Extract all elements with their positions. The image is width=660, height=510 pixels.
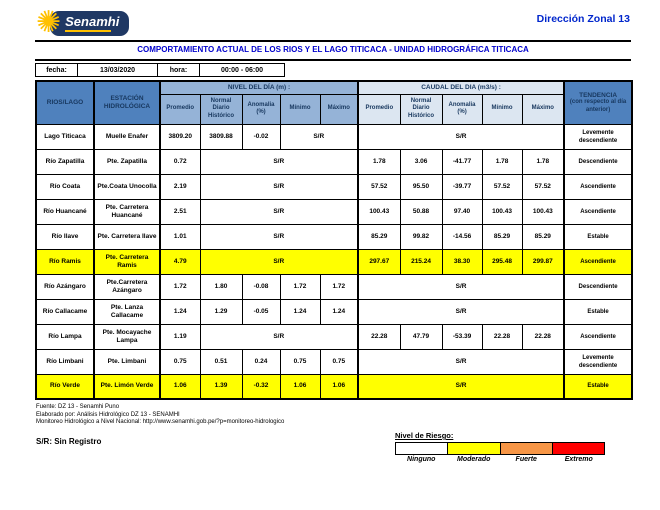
data-cell: 0.24 [242, 349, 280, 374]
data-cell: 1.06 [280, 374, 320, 399]
data-cell: 0.72 [160, 149, 200, 174]
river-name: Río Azángaro [36, 274, 94, 299]
data-cell: 1.19 [160, 324, 200, 349]
data-cell: -0.08 [242, 274, 280, 299]
river-name: Lago Titicaca [36, 124, 94, 149]
col-group-caudal: CAUDAL DEL DIA (m3/s) : [358, 81, 564, 94]
data-cell: 215.24 [400, 249, 442, 274]
table-row [36, 274, 632, 299]
col-caudal-minimo: Mínimo [482, 94, 522, 124]
station-name: Pte. Lanza Callacame [94, 299, 160, 324]
tendencia-value: Descendiente [564, 149, 632, 174]
data-cell: 3809.20 [160, 124, 200, 149]
data-cell: 85.29 [358, 224, 400, 249]
data-cell: 4.79 [160, 249, 200, 274]
tendencia-value: Levemente descendiente [564, 349, 632, 374]
senamhi-logo [36, 7, 129, 39]
station-name: Muelle Enafer [94, 124, 160, 149]
col-group-nivel: NIVEL DEL DÍA (m) : [160, 81, 358, 94]
sr-legend-note: S/R: Sin Registro [36, 437, 102, 446]
table-row [36, 149, 632, 174]
river-name: Río Verde [36, 374, 94, 399]
zonal-direction-label: Dirección Zonal 13 [536, 13, 630, 25]
risk-swatch-fuerte [501, 443, 553, 454]
station-name: Pte.Coata Unocolla [94, 174, 160, 199]
data-cell: S/R [200, 249, 358, 274]
col-nivel-anomalia: Anomalia (%) [242, 94, 280, 124]
tendencia-value: Estable [564, 224, 632, 249]
table-row [36, 199, 632, 224]
col-header-estacion: ESTACIÓN HIDROLÓGICA [94, 81, 160, 124]
footer-notes [36, 404, 284, 427]
station-name: Pte.Carretera Azángaro [94, 274, 160, 299]
data-cell: 85.29 [522, 224, 564, 249]
tendencia-value: Ascendiente [564, 249, 632, 274]
station-name: Pte. Limbani [94, 349, 160, 374]
data-cell: -53.39 [442, 324, 482, 349]
data-cell: 0.75 [160, 349, 200, 374]
col-header-rios-lago: RIOS/LAGO [36, 81, 94, 124]
sun-icon: ✺ [36, 6, 62, 39]
tendencia-value: Ascendiente [564, 174, 632, 199]
data-cell: -0.02 [242, 124, 280, 149]
tendencia-value: Levemente descendiente [564, 124, 632, 149]
tendencia-value: Ascendiente [564, 199, 632, 224]
data-cell: S/R [358, 299, 564, 324]
data-cell: 1.78 [358, 149, 400, 174]
data-cell: 3.06 [400, 149, 442, 174]
data-cell: 1.24 [280, 299, 320, 324]
table-row [36, 349, 632, 374]
data-cell: 22.28 [522, 324, 564, 349]
river-name: Río Lampa [36, 324, 94, 349]
data-cell: 1.72 [320, 274, 358, 299]
source-note: Fuente: DZ 13 - Senamhi Puno [36, 404, 120, 410]
risk-label-row [395, 455, 605, 463]
risk-swatch-extremo [553, 443, 604, 454]
tendencia-value: Ascendiente [564, 324, 632, 349]
table-row [36, 249, 632, 274]
data-cell: 0.75 [320, 349, 358, 374]
col-caudal-promedio: Promedio [358, 94, 400, 124]
date-time-bar [35, 63, 285, 77]
data-cell: 3809.88 [200, 124, 242, 149]
data-cell: 57.52 [482, 174, 522, 199]
risk-label: Extremo [564, 456, 593, 463]
col-nivel-minimo: Mínimo [280, 94, 320, 124]
data-cell: 22.28 [358, 324, 400, 349]
data-cell: S/R [200, 224, 358, 249]
data-cell: 38.30 [442, 249, 482, 274]
data-cell: 1.39 [200, 374, 242, 399]
data-cell: 2.51 [160, 199, 200, 224]
data-cell: 1.06 [160, 374, 200, 399]
logo-underbar [65, 30, 111, 32]
data-cell: 1.80 [200, 274, 242, 299]
logo-text: Senamhi [65, 13, 120, 29]
data-cell: 1.72 [160, 274, 200, 299]
river-name: Río Ramis [36, 249, 94, 274]
data-cell: -0.32 [242, 374, 280, 399]
report-title: COMPORTAMIENTO ACTUAL DE LOS RIOS Y EL LAGO TITICACA - UNIDAD HIDROGRÁFICA TITICACA [137, 45, 529, 54]
river-name: Río Zapatilla [36, 149, 94, 174]
table-row [36, 324, 632, 349]
col-nivel-normal-diario-historico: Normal Diario Histórico [200, 94, 242, 124]
data-cell: -41.77 [442, 149, 482, 174]
monitoring-url-note: Monitoreo Hidrológico a Nivel Nacional: http://www.senamhi.gob.pe/?p=monitoreo-hidrologico [36, 419, 285, 425]
col-caudal-normal-diario-historico: Normal Diario Histórico [400, 94, 442, 124]
title-divider [35, 59, 631, 61]
table-body [36, 124, 632, 399]
table-group-header-row [36, 81, 632, 94]
data-cell: 1.29 [200, 299, 242, 324]
fecha-label: fecha: [36, 64, 78, 76]
table-row [36, 224, 632, 249]
hora-value: 00:00 - 06:00 [220, 66, 264, 74]
station-name: Pte. Carretera Ramis [94, 249, 160, 274]
river-name: Río Limbani [36, 349, 94, 374]
tendencia-value: Descendiente [564, 274, 632, 299]
data-cell: 297.67 [358, 249, 400, 274]
data-cell: S/R [358, 274, 564, 299]
col-caudal-maximo: Máximo [522, 94, 564, 124]
tendencia-title: TENDENCIA [579, 91, 618, 99]
col-nivel-maximo: Máximo [320, 94, 358, 124]
risk-label: Ninguno [407, 456, 436, 463]
station-name: Pte. Carretera Huancané [94, 199, 160, 224]
elaboration-note: Elaborado por: Análisis Hidrológico DZ 13 - SENAMHI [36, 411, 180, 418]
hydrology-table [35, 80, 633, 400]
data-cell: 1.24 [320, 299, 358, 324]
data-cell: 1.78 [522, 149, 564, 174]
tendencia-subtitle: (con respecto al día anterior) [569, 99, 627, 113]
risk-swatch-ninguno [396, 443, 448, 454]
data-cell: -39.77 [442, 174, 482, 199]
data-cell: 57.52 [358, 174, 400, 199]
data-cell: 99.82 [400, 224, 442, 249]
col-header-tendencia [564, 81, 632, 124]
risk-swatch-row [395, 442, 605, 455]
data-cell: 22.28 [482, 324, 522, 349]
header-divider [35, 40, 631, 42]
station-name: Pte. Mocayache Lampa [94, 324, 160, 349]
col-nivel-promedio: Promedio [160, 94, 200, 124]
data-cell: 100.43 [358, 199, 400, 224]
data-cell: -0.05 [242, 299, 280, 324]
data-cell: 299.87 [522, 249, 564, 274]
risk-swatch-moderado [448, 443, 500, 454]
data-cell: S/R [200, 199, 358, 224]
data-cell: S/R [358, 349, 564, 374]
station-name: Pte. Limón Verde [94, 374, 160, 399]
table-row [36, 174, 632, 199]
risk-label: Moderado [457, 456, 491, 463]
table-row [36, 299, 632, 324]
table-row [36, 374, 632, 399]
data-cell: 47.79 [400, 324, 442, 349]
river-name: Río Callacame [36, 299, 94, 324]
fecha-value: 13/03/2020 [78, 64, 158, 76]
table-row [36, 124, 632, 149]
data-cell: S/R [200, 324, 358, 349]
data-cell: 57.52 [522, 174, 564, 199]
data-cell: 1.06 [320, 374, 358, 399]
data-cell: 95.50 [400, 174, 442, 199]
data-cell: 1.72 [280, 274, 320, 299]
river-name: Río Ilave [36, 224, 94, 249]
data-cell: 97.40 [442, 199, 482, 224]
data-cell: 295.48 [482, 249, 522, 274]
hora-label: hora: [158, 64, 200, 76]
data-cell: 2.19 [160, 174, 200, 199]
data-cell: S/R [358, 374, 564, 399]
col-caudal-anomalia: Anomalia (%) [442, 94, 482, 124]
data-cell: 0.75 [280, 349, 320, 374]
data-cell: 0.51 [200, 349, 242, 374]
station-name: Pte. Zapatilla [94, 149, 160, 174]
river-name: Río Coata [36, 174, 94, 199]
tendencia-value: Estable [564, 374, 632, 399]
data-cell: S/R [358, 124, 564, 149]
river-name: Río Huancané [36, 199, 94, 224]
data-cell: S/R [200, 149, 358, 174]
data-cell: 100.43 [522, 199, 564, 224]
data-cell: 1.24 [160, 299, 200, 324]
tendencia-value: Estable [564, 299, 632, 324]
risk-legend-label: Nivel de Riesgo: [395, 431, 454, 440]
data-cell: 100.43 [482, 199, 522, 224]
risk-level-legend [395, 431, 605, 463]
data-cell: S/R [280, 124, 358, 149]
station-name: Pte. Carretera Ilave [94, 224, 160, 249]
data-cell: 1.01 [160, 224, 200, 249]
risk-label: Fuerte [515, 456, 537, 463]
data-cell: 50.88 [400, 199, 442, 224]
data-cell: 85.29 [482, 224, 522, 249]
data-cell: -14.56 [442, 224, 482, 249]
data-cell: S/R [200, 174, 358, 199]
data-cell: 1.78 [482, 149, 522, 174]
logo-pill [50, 11, 129, 36]
